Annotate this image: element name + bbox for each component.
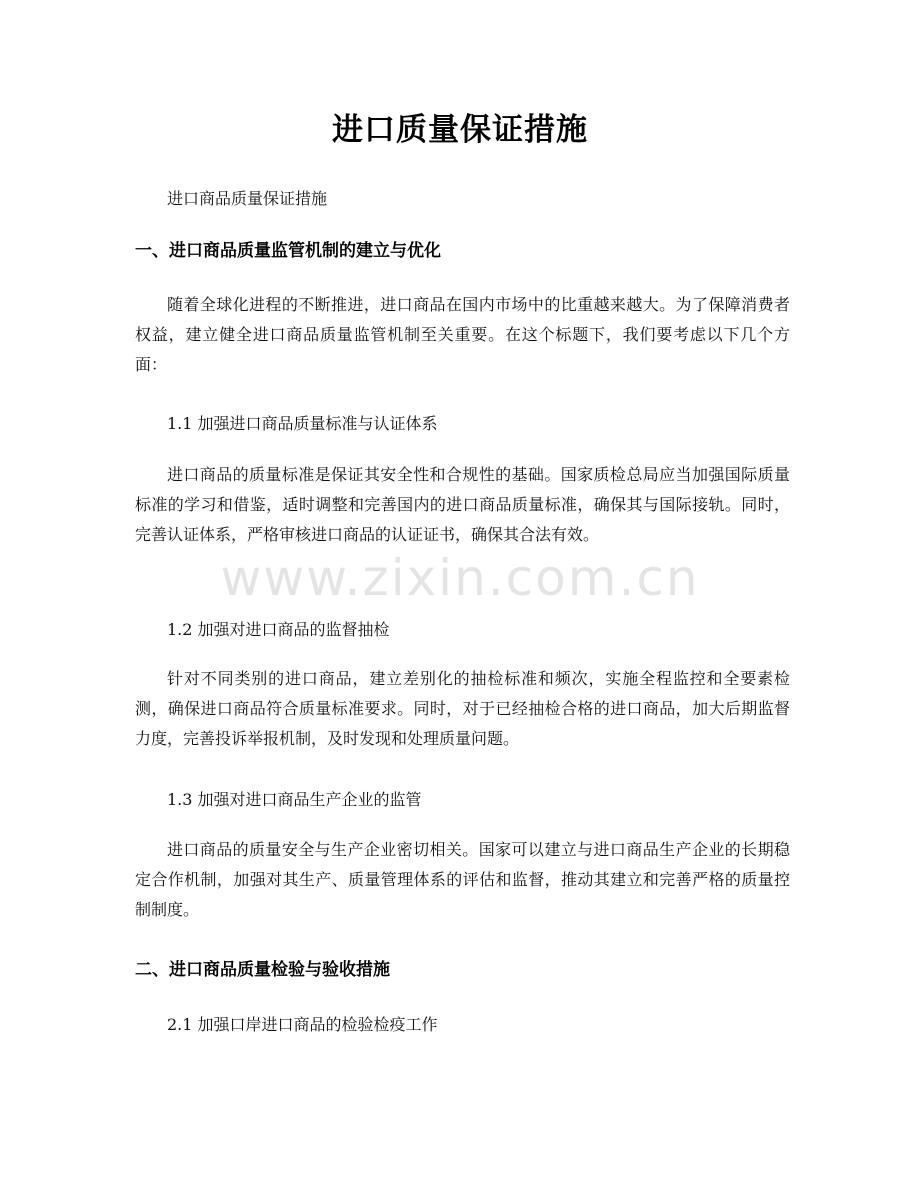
section-2-heading: 二、进口商品质量检验与验收措施	[135, 960, 390, 980]
subsection-1-3-label: 1.3 加强对进口商品生产企业的监管	[167, 790, 422, 809]
subsection-1-1-text: 进口商品的质量标准是保证其安全性和合规性的基础。国家质检总局应当加强国际质量标准的学习和借鉴，适时调整和完善国内的进口商品质量标准，确保其与国际接轨。同时，完善认证体系，严格审核进口商品的认证证书，确保其合法有效。	[135, 465, 790, 544]
subsection-1-2-text: 针对不同类别的进口商品，建立差别化的抽检标准和频次，实施全程监控和全要素检测，确保进口商品符合质量标准要求。同时，对于已经抽检合格的进口商品，加大后期监督力度，完善投诉举报机制，及时发现和处理质量问题。	[135, 669, 790, 748]
subsection-1-3-text: 进口商品的质量安全与生产企业密切相关。国家可以建立与进口商品生产企业的长期稳定合作机制，加强对其生产、质量管理体系的评估和监督，推动其建立和完善严格的质量控制制度。	[135, 840, 790, 919]
intro-line: 进口商品质量保证措施	[167, 189, 328, 208]
document-title: 进口质量保证措施	[332, 112, 588, 148]
subsection-2-1-label: 2.1 加强口岸进口商品的检验检疫工作	[167, 1015, 438, 1034]
watermark: www.zixin.com.cn	[220, 549, 700, 607]
subsection-1-2-label: 1.2 加强对进口商品的监督抽检	[167, 620, 390, 639]
section-1-paragraph: 随着全球化进程的不断推进，进口商品在国内市场中的比重越来越大。为了保障消费者权益，建立健全进口商品质量监管机制至关重要。在这个标题下，我们要考虑以下几个方面：	[135, 295, 790, 374]
subsection-1-1-label: 1.1 加强进口商品质量标准与认证体系	[167, 414, 438, 433]
section-1-heading: 一、进口商品质量监管机制的建立与优化	[135, 241, 441, 261]
